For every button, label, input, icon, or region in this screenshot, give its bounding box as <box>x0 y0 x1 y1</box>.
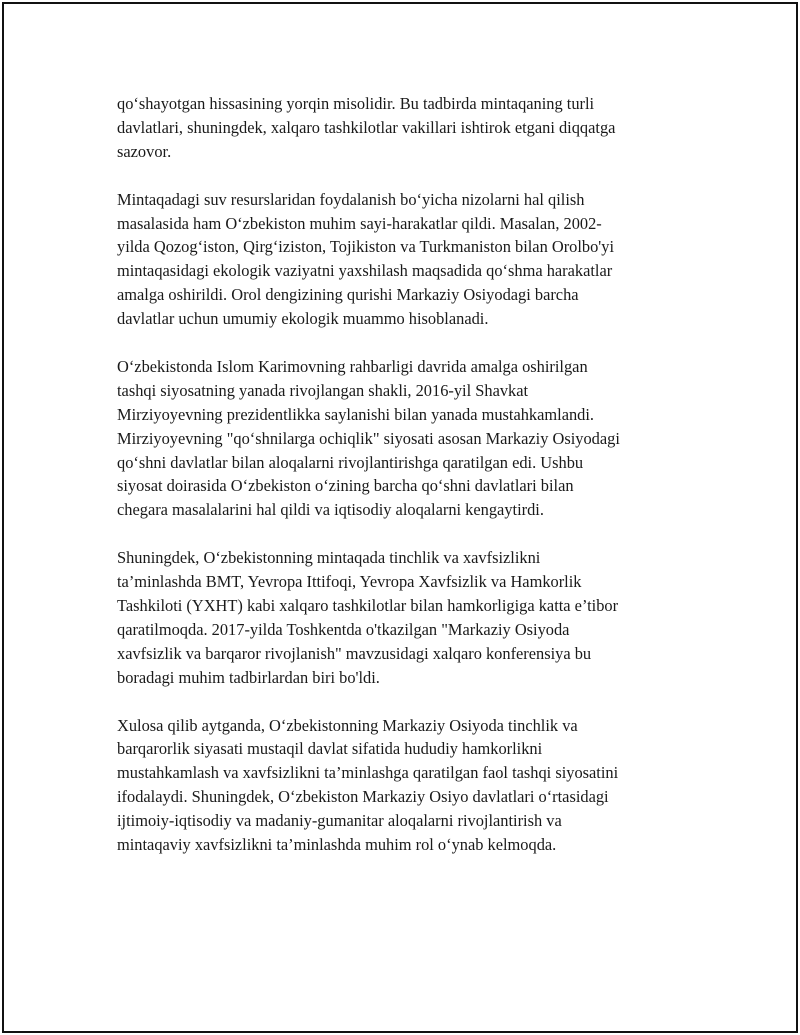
text-line: mustahkamlash va xavfsizlikni ta’minlashga qaratilgan faol tashqi siyosatini <box>117 763 619 783</box>
text-line: xavfsizlik va barqaror rivojlanish" mavzusidagi xalqaro konferensiya bu <box>117 643 592 663</box>
paragraph-4 <box>117 546 692 689</box>
text-line: barqarorlik siyasati mustaqil davlat sifatida hududiy hamkorlikni <box>117 739 543 759</box>
text-line: qo‘shni davlatlar bilan aloqalarni rivojlantirishga qaratilgan edi. Ushbu <box>117 452 584 472</box>
paragraph-5 <box>117 714 692 857</box>
text-line: boradagi muhim tadbirlardan biri bo'ldi. <box>117 667 380 687</box>
text-line: davlatlar uchun umumiy ekologik muammo hisoblanadi. <box>117 309 489 329</box>
text-line: masalasida ham O‘zbekiston muhim sayi-harakatlar qildi. Masalan, 2002- <box>117 213 602 233</box>
text-line: O‘zbekistonda Islom Karimovning rahbarligi davrida amalga oshirilgan <box>117 356 588 376</box>
text-line: tashqi siyosatning yanada rivojlangan shakli, 2016-yil Shavkat <box>117 380 529 400</box>
text-line: mintaqaviy xavfsizlikni ta’minlashda muhim rol o‘ynab kelmoqda. <box>117 835 557 855</box>
text-line: ijtimoiy-iqtisodiy va madaniy-gumanitar aloqalarni rivojlantirish va <box>117 811 562 831</box>
document-body <box>117 92 692 857</box>
text-line: mintaqasidagi ekologik vaziyatni yaxshilash maqsadida qo‘shma harakatlar <box>117 261 613 281</box>
text-line: davlatlari, shuningdek, xalqaro tashkilotlar vakillari ishtirok etgani diqqatga <box>117 117 616 137</box>
paragraph-1 <box>117 92 692 164</box>
text-line: Shuningdek, O‘zbekistonning mintaqada tinchlik va xavfsizlikni <box>117 548 541 568</box>
text-line: Mirziyoyevning "qo‘shnilarga ochiqlik" siyosati asosan Markaziy Osiyodagi <box>117 428 620 448</box>
text-line: chegara masalalarini hal qildi va iqtisodiy aloqalarni kengaytirdi. <box>117 500 544 520</box>
text-line: qaratilmoqda. 2017-yilda Toshkentda o'tkazilgan "Markaziy Osiyoda <box>117 619 570 639</box>
text-line: amalga oshirildi. Orol dengizining qurishi Markaziy Osiyodagi barcha <box>117 285 579 305</box>
text-line: siyosat doirasida O‘zbekiston o‘zining barcha qo‘shni davlatlari bilan <box>117 476 574 496</box>
text-line: qo‘shayotgan hissasining yorqin misolidir. Bu tadbirda mintaqaning turli <box>117 94 595 113</box>
paragraph-3 <box>117 355 692 522</box>
text-line: Tashkiloti (YXHT) kabi xalqaro tashkilotlar bilan hamkorligiga katta e’tibor <box>117 595 619 615</box>
paragraph-2 <box>117 188 692 331</box>
text-line: Xulosa qilib aytganda, O‘zbekistonning Markaziy Osiyoda tinchlik va <box>117 715 578 735</box>
text-line: Mirziyoyevning prezidentlikka saylanishi bilan yanada mustahkamlandi. <box>117 404 595 424</box>
text-line: sazovor. <box>117 141 172 161</box>
text-line: Mintaqadagi suv resurslaridan foydalanish bo‘yicha nizolarni hal qilish <box>117 189 585 209</box>
text-line: yilda Qozog‘iston, Qirg‘iziston, Tojikiston va Turkmaniston bilan Orolbo'yi <box>117 237 615 257</box>
text-line: ta’minlashda BMT, Yevropa Ittifoqi, Yevropa Xavfsizlik va Hamkorlik <box>117 572 582 592</box>
text-line: ifodalaydi. Shuningdek, O‘zbekiston Markaziy Osiyo davlatlari o‘rtasidagi <box>117 787 609 807</box>
